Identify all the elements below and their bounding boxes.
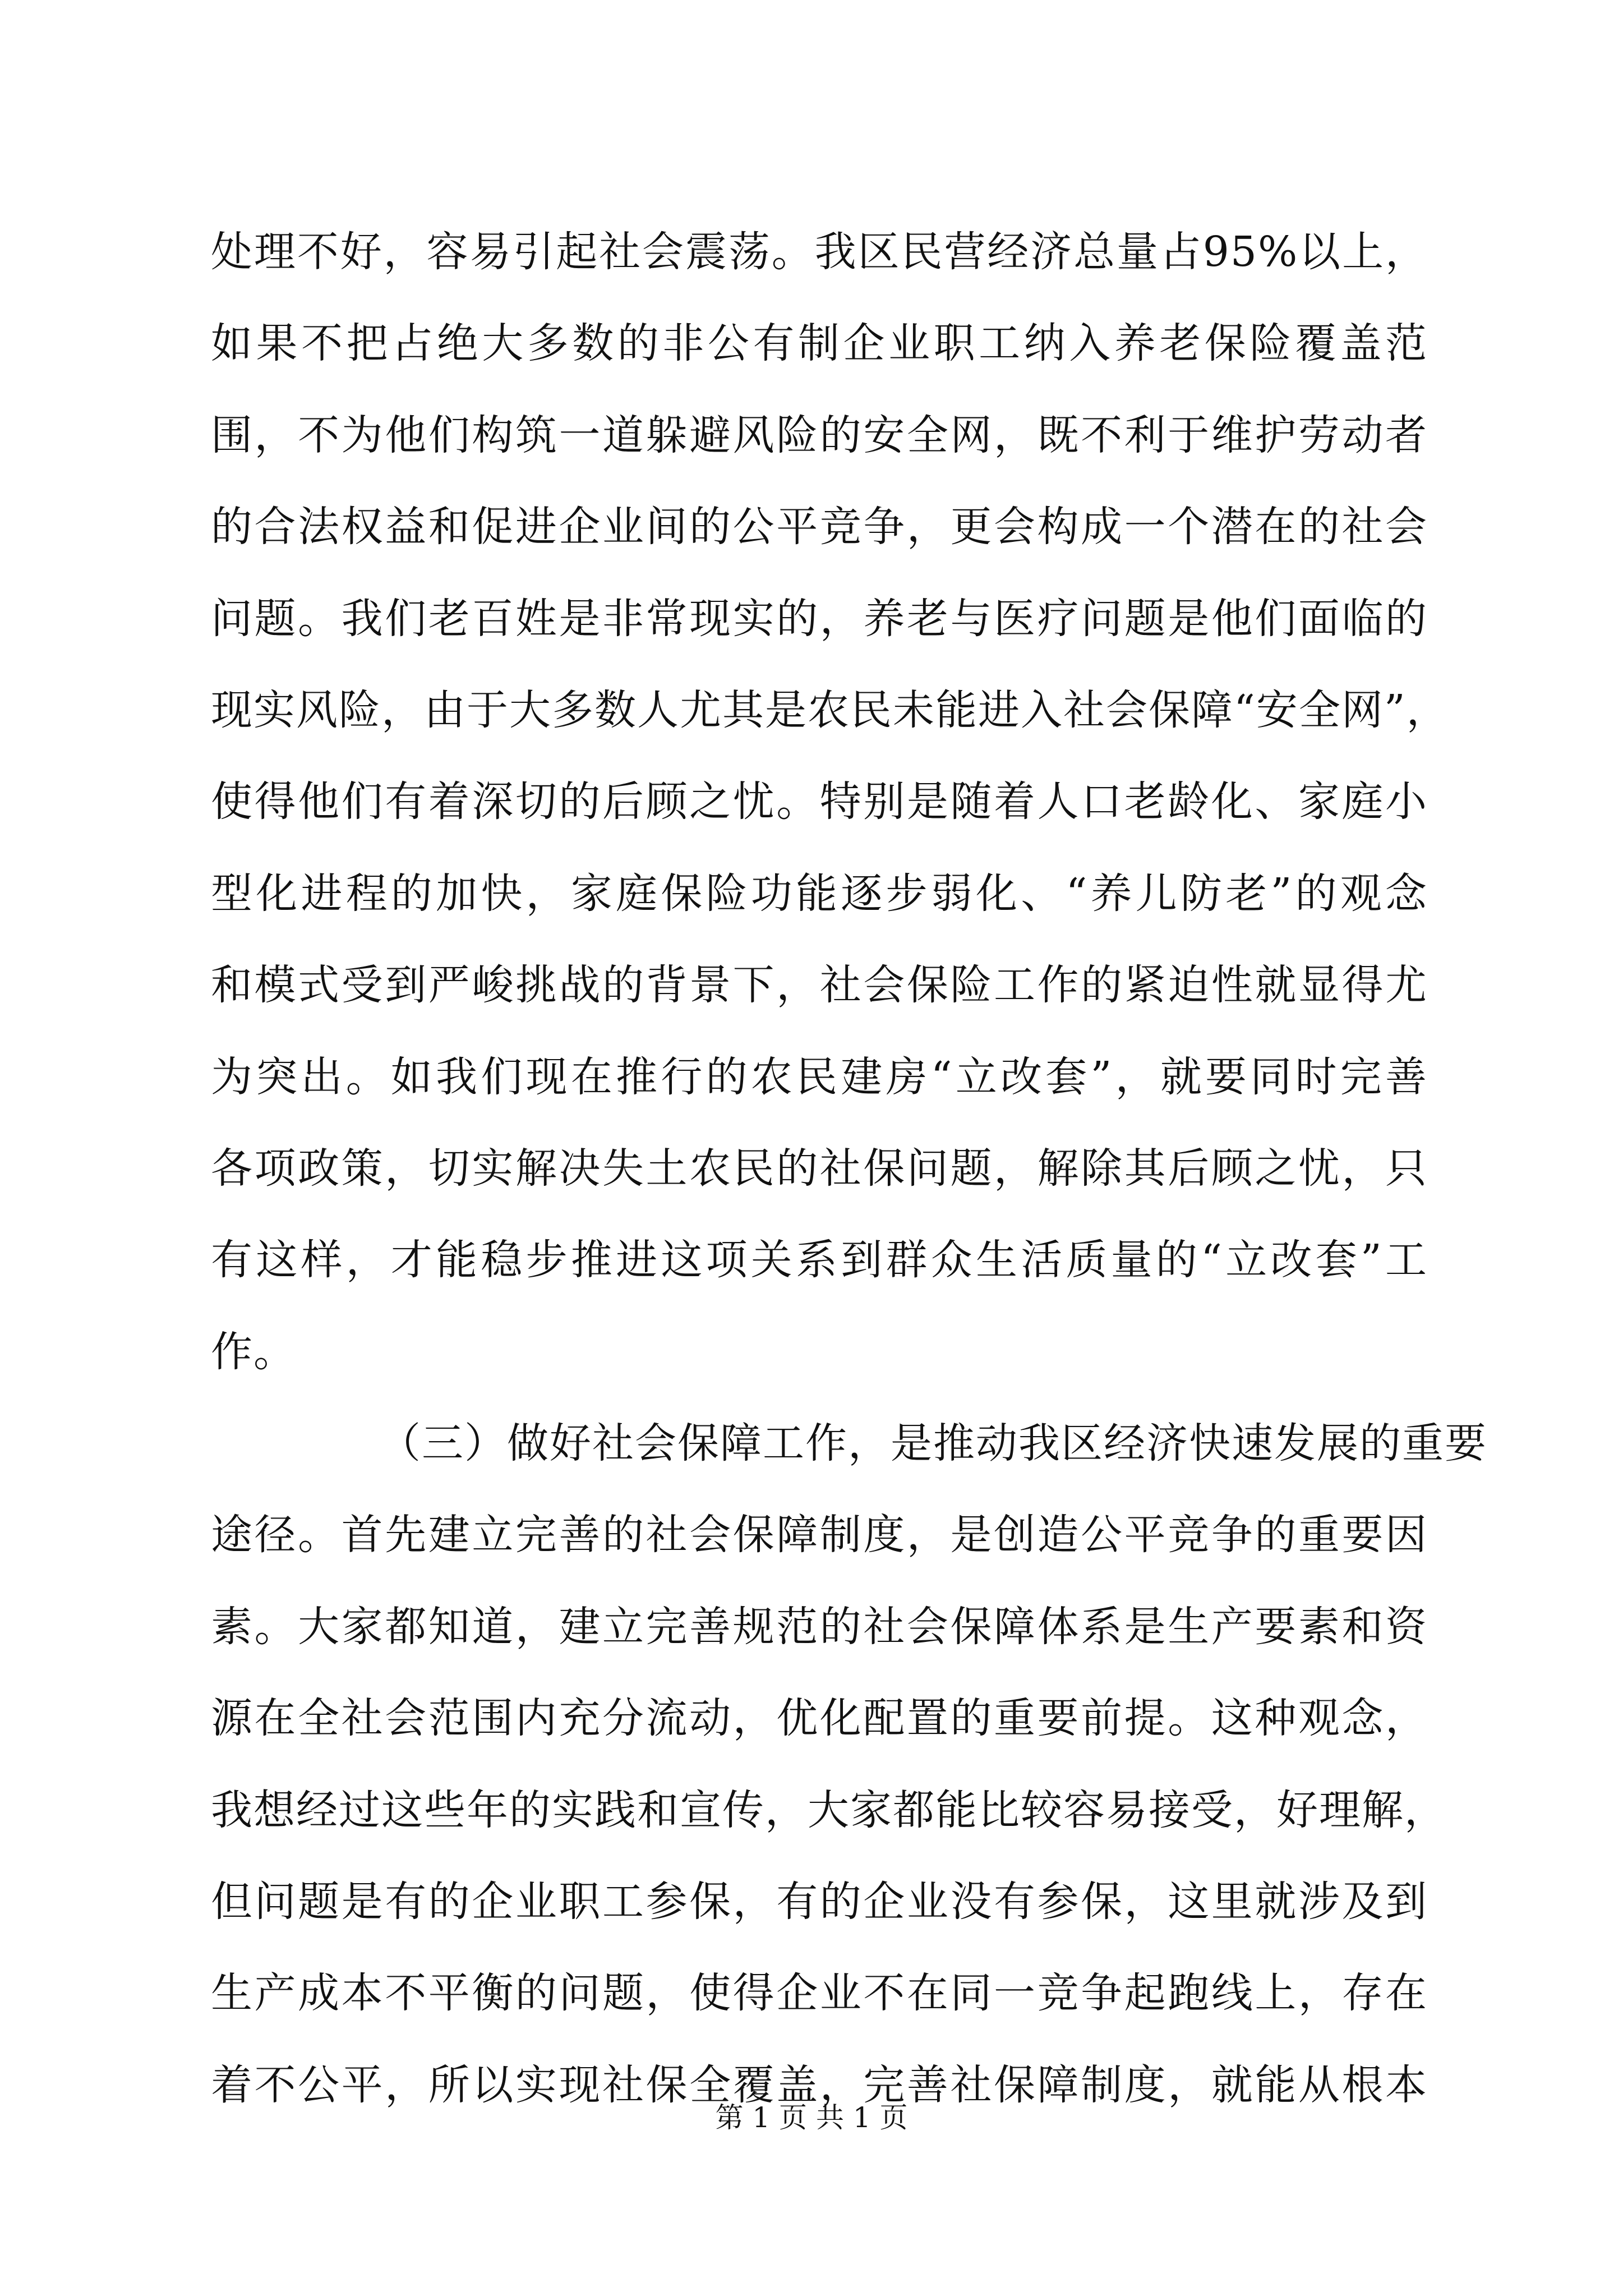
text-line-17: 源在全社会范围内充分流动，优化配置的重要前提。这种观念， <box>211 1694 1428 1743</box>
text-line-4: 的合法权益和促进企业间的公平竞争，更会构成一个潜在的社会 <box>211 503 1428 551</box>
text-line-11: 各项政策，切实解决失土农民的社保问题，解除其后顾之忧，只 <box>211 1144 1428 1193</box>
text-line-21: 着不公平，所以实现社保全覆盖，完善社保障制度，就能从根本 <box>211 2060 1428 2109</box>
text-line-13: 作。 <box>211 1327 296 1376</box>
section-heading-line: （三）做好社会保障工作，是推动我区经济快速发展的重要 <box>379 1419 1487 1468</box>
text-line-15: 途径。首先建立完善的社会保障制度，是创造公平竞争的重要因 <box>211 1511 1428 1559</box>
text-line-19: 但问题是有的企业职工参保，有的企业没有参保，这里就涉及到 <box>211 1878 1428 1926</box>
text-line-12: 有这样，才能稳步推进这项关系到群众生活质量的“立改套”工 <box>211 1236 1428 1285</box>
text-line-20: 生产成本不平衡的问题，使得企业不在同一竞争起跑线上，存在 <box>211 1969 1428 2018</box>
text-line-5: 问题。我们老百姓是非常现实的，养老与医疗问题是他们面临的 <box>211 594 1428 643</box>
text-line-3: 围，不为他们构筑一道躲避风险的安全网，既不利于维护劳动者 <box>211 411 1428 459</box>
text-line-10: 为突出。如我们现在推行的农民建房“立改套”，就要同时完善 <box>211 1052 1428 1101</box>
text-line-6: 现实风险，由于大多数人尤其是农民未能进入社会保障“安全网”， <box>211 685 1449 734</box>
text-line-16: 素。大家都知道，建立完善规范的社会保障体系是生产要素和资 <box>211 1602 1428 1651</box>
text-line-7: 使得他们有着深切的后顾之忧。特别是随着人口老龄化、家庭小 <box>211 777 1428 826</box>
text-line-2: 如果不把占绝大多数的非公有制企业职工纳入养老保险覆盖范 <box>211 319 1428 368</box>
page-footer: 第 1 页 共 1 页 <box>715 2101 908 2134</box>
text-line-9: 和模式受到严峻挑战的背景下，社会保险工作的紧迫性就显得尤 <box>211 961 1428 1010</box>
text-line-1: 处理不好，容易引起社会震荡。我区民营经济总量占95%以上， <box>211 228 1428 276</box>
text-line-18: 我想经过这些年的实践和宣传，大家都能比较容易接受，好理解， <box>211 1786 1447 1834</box>
body-text <box>211 206 1487 2131</box>
text-line-8: 型化进程的加快，家庭保险功能逐步弱化、“养儿防老”的观念 <box>211 869 1428 918</box>
